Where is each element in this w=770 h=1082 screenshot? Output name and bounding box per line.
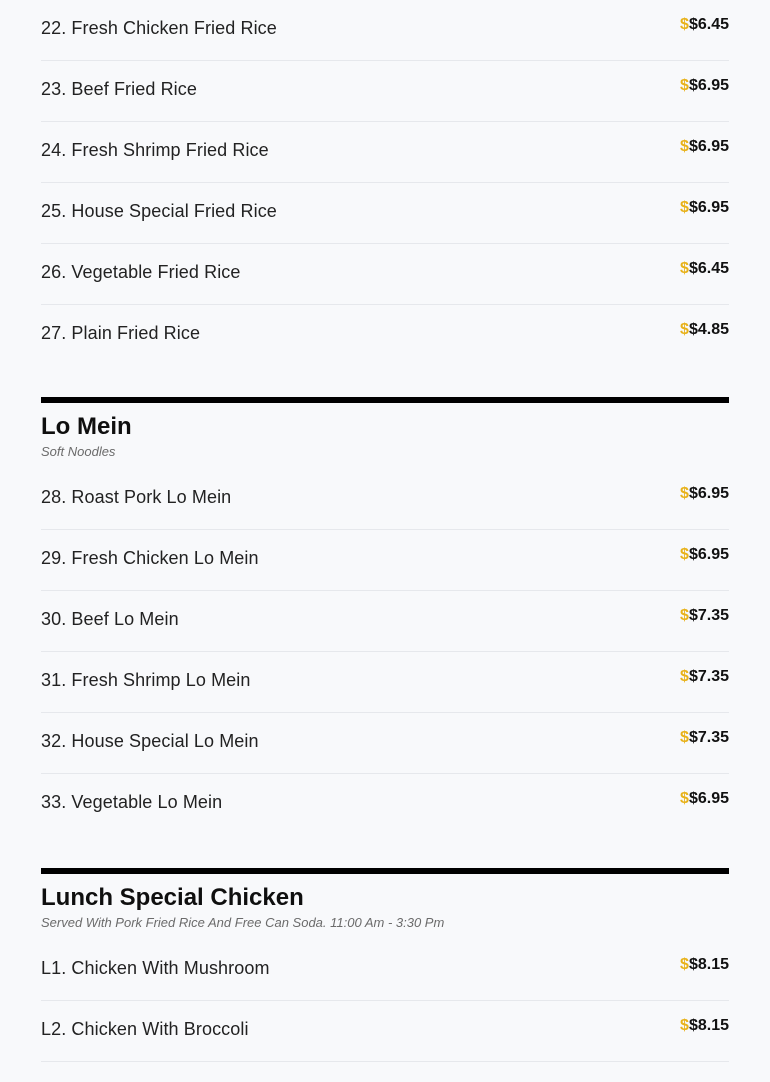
menu-item-list bbox=[41, 940, 729, 1062]
currency-symbol: $ bbox=[680, 607, 689, 624]
currency-symbol: $ bbox=[680, 260, 689, 277]
menu-item-list bbox=[41, 469, 729, 834]
menu-item-name: 27. Plain Fried Rice bbox=[41, 323, 201, 343]
price-value: $7.35 bbox=[688, 607, 729, 624]
menu-item-row[interactable] bbox=[41, 183, 729, 244]
price-value: $8.15 bbox=[688, 1017, 729, 1034]
lunch-special-chicken-section bbox=[41, 868, 729, 1062]
menu-item-name: 31. Fresh Shrimp Lo Mein bbox=[41, 670, 251, 690]
menu-item-row[interactable] bbox=[41, 469, 729, 530]
menu-item-row[interactable] bbox=[41, 774, 729, 834]
currency-symbol: $ bbox=[680, 546, 689, 563]
section-subtitle: Served With Pork Fried Rice And Free Can Soda. 11:00 Am - 3:30 Pm bbox=[41, 915, 445, 930]
menu-item-row[interactable] bbox=[41, 305, 729, 365]
menu-item-row[interactable] bbox=[41, 713, 729, 774]
menu-item-price bbox=[680, 546, 729, 564]
currency-symbol: $ bbox=[680, 138, 689, 155]
fried-rice-section bbox=[41, 0, 729, 365]
currency-symbol: $ bbox=[680, 321, 689, 338]
currency-symbol: $ bbox=[680, 485, 689, 502]
menu-item-row[interactable] bbox=[41, 1001, 729, 1062]
price-value: $6.45 bbox=[688, 16, 729, 33]
section-divider bbox=[41, 868, 729, 874]
menu-item-name: 30. Beef Lo Mein bbox=[41, 609, 179, 629]
price-value: $6.95 bbox=[688, 138, 729, 155]
currency-symbol: $ bbox=[680, 956, 689, 973]
menu-item-price bbox=[680, 790, 729, 808]
menu-item-price bbox=[680, 16, 729, 34]
lo-mein-section bbox=[41, 397, 729, 834]
menu-item-name: 24. Fresh Shrimp Fried Rice bbox=[41, 140, 269, 160]
price-value: $6.95 bbox=[688, 199, 729, 216]
price-value: $6.95 bbox=[688, 546, 729, 563]
menu-item-price bbox=[680, 485, 729, 503]
menu-item-price bbox=[680, 607, 729, 625]
currency-symbol: $ bbox=[680, 729, 689, 746]
menu-item-row[interactable] bbox=[41, 591, 729, 652]
menu-item-price bbox=[680, 956, 729, 974]
menu-item-name: 25. House Special Fried Rice bbox=[41, 201, 277, 221]
menu-item-name: 26. Vegetable Fried Rice bbox=[41, 262, 241, 282]
section-divider bbox=[41, 397, 729, 403]
currency-symbol: $ bbox=[680, 790, 689, 807]
menu-item-row[interactable] bbox=[41, 61, 729, 122]
menu-item-price bbox=[680, 199, 729, 217]
menu-item-row[interactable] bbox=[41, 652, 729, 713]
menu-item-name: 28. Roast Pork Lo Mein bbox=[41, 487, 232, 507]
price-value: $6.95 bbox=[688, 790, 729, 807]
menu-item-row[interactable] bbox=[41, 0, 729, 61]
menu-item-row[interactable] bbox=[41, 244, 729, 305]
menu-item-name: 23. Beef Fried Rice bbox=[41, 79, 197, 99]
currency-symbol: $ bbox=[680, 16, 689, 33]
menu-item-name: 22. Fresh Chicken Fried Rice bbox=[41, 18, 277, 38]
price-value: $8.15 bbox=[688, 956, 729, 973]
menu-item-price bbox=[680, 668, 729, 686]
price-value: $4.85 bbox=[688, 321, 729, 338]
price-value: $6.95 bbox=[688, 77, 729, 94]
menu-item-price bbox=[680, 1017, 729, 1035]
currency-symbol: $ bbox=[680, 77, 689, 94]
currency-symbol: $ bbox=[680, 668, 689, 685]
menu-item-name: L2. Chicken With Broccoli bbox=[41, 1019, 249, 1039]
menu-item-price bbox=[680, 77, 729, 95]
currency-symbol: $ bbox=[680, 1017, 689, 1034]
menu-item-price bbox=[680, 321, 729, 339]
price-value: $7.35 bbox=[688, 729, 729, 746]
section-subtitle: Soft Noodles bbox=[41, 444, 116, 459]
section-title: Lunch Special Chicken bbox=[41, 884, 304, 911]
price-value: $7.35 bbox=[688, 668, 729, 685]
menu-item-name: 29. Fresh Chicken Lo Mein bbox=[41, 548, 259, 568]
currency-symbol: $ bbox=[680, 199, 689, 216]
menu-item-row[interactable] bbox=[41, 940, 729, 1001]
menu-item-price bbox=[680, 729, 729, 747]
menu-item-row[interactable] bbox=[41, 530, 729, 591]
price-value: $6.45 bbox=[688, 260, 729, 277]
menu-item-price bbox=[680, 138, 729, 156]
menu-item-name: 32. House Special Lo Mein bbox=[41, 731, 259, 751]
price-value: $6.95 bbox=[688, 485, 729, 502]
menu-item-row[interactable] bbox=[41, 122, 729, 183]
section-title: Lo Mein bbox=[41, 413, 132, 440]
menu-item-name: 33. Vegetable Lo Mein bbox=[41, 792, 223, 812]
menu-item-price bbox=[680, 260, 729, 278]
menu-item-name: L1. Chicken With Mushroom bbox=[41, 958, 270, 978]
